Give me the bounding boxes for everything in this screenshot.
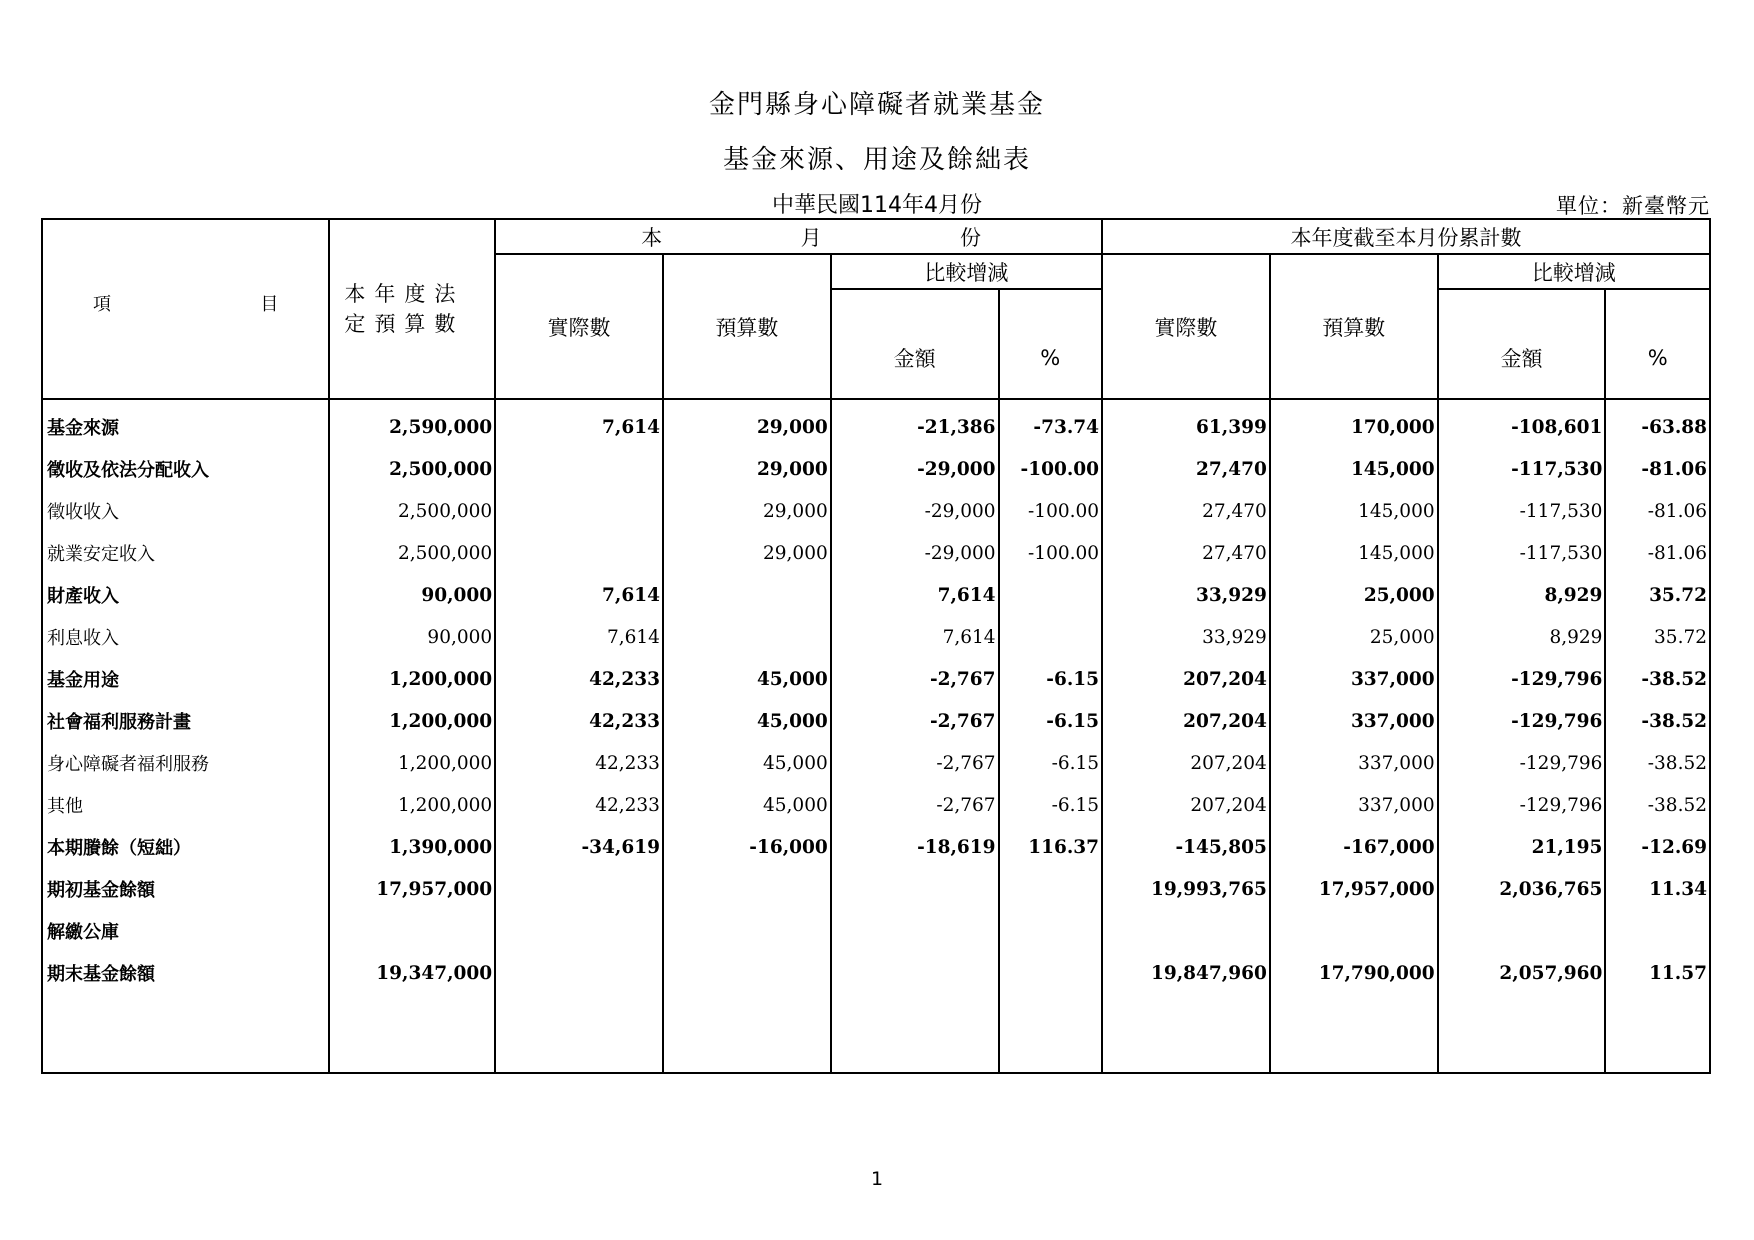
month-amount-cell: 7,614 [831, 616, 999, 658]
row-label: 財產收入 [42, 574, 329, 616]
ytd-actual-cell: 19,847,960 [1102, 952, 1270, 994]
annual-budget-cell: 90,000 [329, 574, 495, 616]
ytd-amount-cell: -117,530 [1438, 448, 1606, 490]
annual-budget-cell: 90,000 [329, 616, 495, 658]
annual-budget-cell: 1,200,000 [329, 700, 495, 742]
month-budget-cell: 45,000 [663, 658, 831, 700]
month-percent-cell [999, 616, 1102, 658]
ytd-actual-cell: 207,204 [1102, 742, 1270, 784]
month-budget-cell: 45,000 [663, 784, 831, 826]
ytd-budget-cell: 17,790,000 [1270, 952, 1438, 994]
month-percent-cell: 116.37 [999, 826, 1102, 868]
row-label: 就業安定收入 [42, 532, 329, 574]
row-label: 其他 [42, 784, 329, 826]
month-amount-cell: -2,767 [831, 658, 999, 700]
ytd-actual-cell: 19,993,765 [1102, 868, 1270, 910]
row-label: 徵收收入 [42, 490, 329, 532]
blank-cell [831, 994, 999, 1073]
ytd-percent-cell: 35.72 [1605, 616, 1710, 658]
month-header-char-1: 本 [641, 225, 663, 250]
month-amount-cell [831, 910, 999, 952]
month-budget-cell [663, 616, 831, 658]
month-amount-cell: -29,000 [831, 532, 999, 574]
ytd-budget-cell: 337,000 [1270, 700, 1438, 742]
month-actual-cell: 42,233 [495, 742, 663, 784]
ytd-percent-cell: 11.57 [1605, 952, 1710, 994]
month-budget-cell [663, 574, 831, 616]
ytd-actual-cell: 207,204 [1102, 784, 1270, 826]
month-amount-cell [831, 868, 999, 910]
month-budget-cell: 29,000 [663, 399, 831, 448]
blank-cell [495, 994, 663, 1073]
ytd-budget-cell: 145,000 [1270, 532, 1438, 574]
ytd-actual-cell: 27,470 [1102, 490, 1270, 532]
ytd-percent-cell: -12.69 [1605, 826, 1710, 868]
month-actual-cell [495, 490, 663, 532]
month-actual-cell: 7,614 [495, 616, 663, 658]
ytd-actual-cell: 27,470 [1102, 532, 1270, 574]
month-percent-cell: -100.00 [999, 532, 1102, 574]
month-actual-cell [495, 448, 663, 490]
blank-cell [1102, 994, 1270, 1073]
month-budget-cell: 45,000 [663, 700, 831, 742]
annual-budget-cell: 1,200,000 [329, 784, 495, 826]
table-row [42, 910, 1710, 952]
currency-unit: 單位：新臺幣元 [1556, 194, 1710, 218]
month-budget-cell: 29,000 [663, 448, 831, 490]
ytd-percent-cell: -38.52 [1605, 784, 1710, 826]
ytd-actual-cell: -145,805 [1102, 826, 1270, 868]
ytd-budget-cell: 25,000 [1270, 616, 1438, 658]
annual-budget-cell: 2,590,000 [329, 399, 495, 448]
ytd-amount-cell: 8,929 [1438, 574, 1606, 616]
month-percent-cell: -6.15 [999, 700, 1102, 742]
ytd-budget-cell [1270, 910, 1438, 952]
ytd-budget-cell: -167,000 [1270, 826, 1438, 868]
month-actual-cell [495, 532, 663, 574]
month-percent-header: % [999, 289, 1102, 399]
ytd-budget-cell: 337,000 [1270, 784, 1438, 826]
item-column-header [42, 219, 329, 399]
month-actual-cell: 7,614 [495, 574, 663, 616]
row-label: 期末基金餘額 [42, 952, 329, 994]
month-actual-cell [495, 952, 663, 994]
item-header-left: 項 [93, 294, 111, 315]
current-month-group-header [495, 219, 1102, 254]
blank-cell [42, 994, 329, 1073]
month-percent-cell: -100.00 [999, 490, 1102, 532]
fund-statement-table [41, 218, 1711, 1074]
table-row [42, 784, 1710, 826]
month-budget-cell [663, 910, 831, 952]
ytd-percent-cell: -81.06 [1605, 532, 1710, 574]
ytd-percent-cell: -38.52 [1605, 658, 1710, 700]
document-title: 金門縣身心障礙者就業基金 [708, 90, 1045, 120]
month-actual-cell: 42,233 [495, 700, 663, 742]
ytd-percent-cell: -38.52 [1605, 742, 1710, 784]
month-compare-header: 比較增減 [831, 254, 1102, 289]
ytd-amount-cell: 8,929 [1438, 616, 1606, 658]
annual-budget-cell: 17,957,000 [329, 868, 495, 910]
month-actual-cell: 7,614 [495, 399, 663, 448]
ytd-actual-cell: 207,204 [1102, 658, 1270, 700]
ytd-budget-cell: 170,000 [1270, 399, 1438, 448]
ytd-amount-cell: 2,057,960 [1438, 952, 1606, 994]
ytd-budget-cell: 145,000 [1270, 448, 1438, 490]
month-actual-cell: -34,619 [495, 826, 663, 868]
ytd-percent-cell: 35.72 [1605, 574, 1710, 616]
ytd-amount-cell: -129,796 [1438, 700, 1606, 742]
ytd-actual-cell: 33,929 [1102, 616, 1270, 658]
row-label: 期初基金餘額 [42, 868, 329, 910]
item-header-right: 目 [260, 294, 279, 315]
document-subtitle: 基金來源、用途及餘絀表 [722, 145, 1031, 175]
ytd-actual-cell: 33,929 [1102, 574, 1270, 616]
ytd-percent-cell: -81.06 [1605, 448, 1710, 490]
ytd-amount-header: 金額 [1438, 289, 1606, 399]
ytd-budget-cell: 25,000 [1270, 574, 1438, 616]
month-amount-cell: -29,000 [831, 490, 999, 532]
ytd-amount-cell: -129,796 [1438, 784, 1606, 826]
annual-budget-header [329, 219, 495, 399]
month-header-char-2: 月 [800, 225, 822, 250]
month-amount-cell [831, 952, 999, 994]
ytd-amount-cell: -129,796 [1438, 742, 1606, 784]
month-budget-cell: 45,000 [663, 742, 831, 784]
table-row [42, 868, 1710, 910]
month-actual-header: 實際數 [495, 254, 663, 399]
annual-budget-cell: 1,200,000 [329, 658, 495, 700]
blank-cell [999, 994, 1102, 1073]
table-header [42, 219, 1710, 399]
blank-cell [1438, 994, 1606, 1073]
row-label: 利息收入 [42, 616, 329, 658]
month-percent-cell [999, 868, 1102, 910]
ytd-percent-cell: -81.06 [1605, 490, 1710, 532]
blank-cell [329, 994, 495, 1073]
annual-budget-header-line2: 定預算數 [344, 312, 465, 336]
month-header-char-3: 份 [960, 225, 982, 250]
ytd-group-header: 本年度截至本月份累計數 [1102, 219, 1710, 254]
blank-filler-row [42, 994, 1710, 1073]
annual-budget-cell: 1,200,000 [329, 742, 495, 784]
month-amount-cell: -2,767 [831, 784, 999, 826]
month-actual-cell [495, 910, 663, 952]
table-row [42, 532, 1710, 574]
table-row [42, 952, 1710, 994]
month-percent-cell: -6.15 [999, 658, 1102, 700]
ytd-budget-header: 預算數 [1270, 254, 1438, 399]
annual-budget-cell: 19,347,000 [329, 952, 495, 994]
report-period: 中華民國114年4月份 [772, 193, 982, 218]
month-budget-cell [663, 868, 831, 910]
month-budget-cell: 29,000 [663, 532, 831, 574]
month-amount-header: 金額 [831, 289, 999, 399]
table-row [42, 742, 1710, 784]
row-label: 基金用途 [42, 658, 329, 700]
annual-budget-cell: 2,500,000 [329, 448, 495, 490]
ytd-compare-header: 比較增減 [1438, 254, 1710, 289]
ytd-amount-cell: 21,195 [1438, 826, 1606, 868]
ytd-actual-cell: 207,204 [1102, 700, 1270, 742]
month-percent-cell [999, 574, 1102, 616]
page-number: 1 [870, 1168, 884, 1190]
blank-cell [1270, 994, 1438, 1073]
month-budget-cell: -16,000 [663, 826, 831, 868]
ytd-percent-cell [1605, 910, 1710, 952]
ytd-budget-cell: 337,000 [1270, 742, 1438, 784]
annual-budget-cell: 2,500,000 [329, 490, 495, 532]
ytd-amount-cell: -129,796 [1438, 658, 1606, 700]
month-percent-cell: -6.15 [999, 784, 1102, 826]
ytd-amount-cell: -117,530 [1438, 490, 1606, 532]
annual-budget-header-line1: 本年度法 [344, 282, 465, 306]
month-amount-cell: -18,619 [831, 826, 999, 868]
row-label: 解繳公庫 [42, 910, 329, 952]
table-row [42, 399, 1710, 448]
month-amount-cell: -21,386 [831, 399, 999, 448]
month-percent-cell [999, 952, 1102, 994]
month-actual-cell: 42,233 [495, 658, 663, 700]
month-percent-cell [999, 910, 1102, 952]
month-percent-cell: -6.15 [999, 742, 1102, 784]
table-row [42, 448, 1710, 490]
table-row [42, 490, 1710, 532]
ytd-amount-cell: 2,036,765 [1438, 868, 1606, 910]
ytd-amount-cell: -117,530 [1438, 532, 1606, 574]
ytd-percent-header: % [1605, 289, 1710, 399]
table-row [42, 616, 1710, 658]
month-amount-cell: -2,767 [831, 742, 999, 784]
ytd-budget-cell: 145,000 [1270, 490, 1438, 532]
ytd-percent-cell: 11.34 [1605, 868, 1710, 910]
ytd-actual-header: 實際數 [1102, 254, 1270, 399]
table-row [42, 700, 1710, 742]
month-budget-header: 預算數 [663, 254, 831, 399]
annual-budget-cell: 1,390,000 [329, 826, 495, 868]
month-amount-cell: -2,767 [831, 700, 999, 742]
month-percent-cell: -73.74 [999, 399, 1102, 448]
month-budget-cell: 29,000 [663, 490, 831, 532]
ytd-percent-cell: -63.88 [1605, 399, 1710, 448]
row-label: 社會福利服務計畫 [42, 700, 329, 742]
table-row [42, 826, 1710, 868]
ytd-budget-cell: 17,957,000 [1270, 868, 1438, 910]
month-actual-cell [495, 868, 663, 910]
ytd-budget-cell: 337,000 [1270, 658, 1438, 700]
month-percent-cell: -100.00 [999, 448, 1102, 490]
row-label: 身心障礙者福利服務 [42, 742, 329, 784]
ytd-amount-cell: -108,601 [1438, 399, 1606, 448]
month-amount-cell: -29,000 [831, 448, 999, 490]
table-row [42, 574, 1710, 616]
ytd-amount-cell [1438, 910, 1606, 952]
annual-budget-cell [329, 910, 495, 952]
ytd-percent-cell: -38.52 [1605, 700, 1710, 742]
month-budget-cell [663, 952, 831, 994]
ytd-actual-cell [1102, 910, 1270, 952]
annual-budget-cell: 2,500,000 [329, 532, 495, 574]
table-body [42, 399, 1710, 1073]
row-label: 本期賸餘（短絀） [42, 826, 329, 868]
row-label: 徵收及依法分配收入 [42, 448, 329, 490]
ytd-actual-cell: 27,470 [1102, 448, 1270, 490]
blank-cell [1605, 994, 1710, 1073]
month-actual-cell: 42,233 [495, 784, 663, 826]
table-row [42, 658, 1710, 700]
blank-cell [663, 994, 831, 1073]
row-label: 基金來源 [42, 399, 329, 448]
ytd-actual-cell: 61,399 [1102, 399, 1270, 448]
month-amount-cell: 7,614 [831, 574, 999, 616]
